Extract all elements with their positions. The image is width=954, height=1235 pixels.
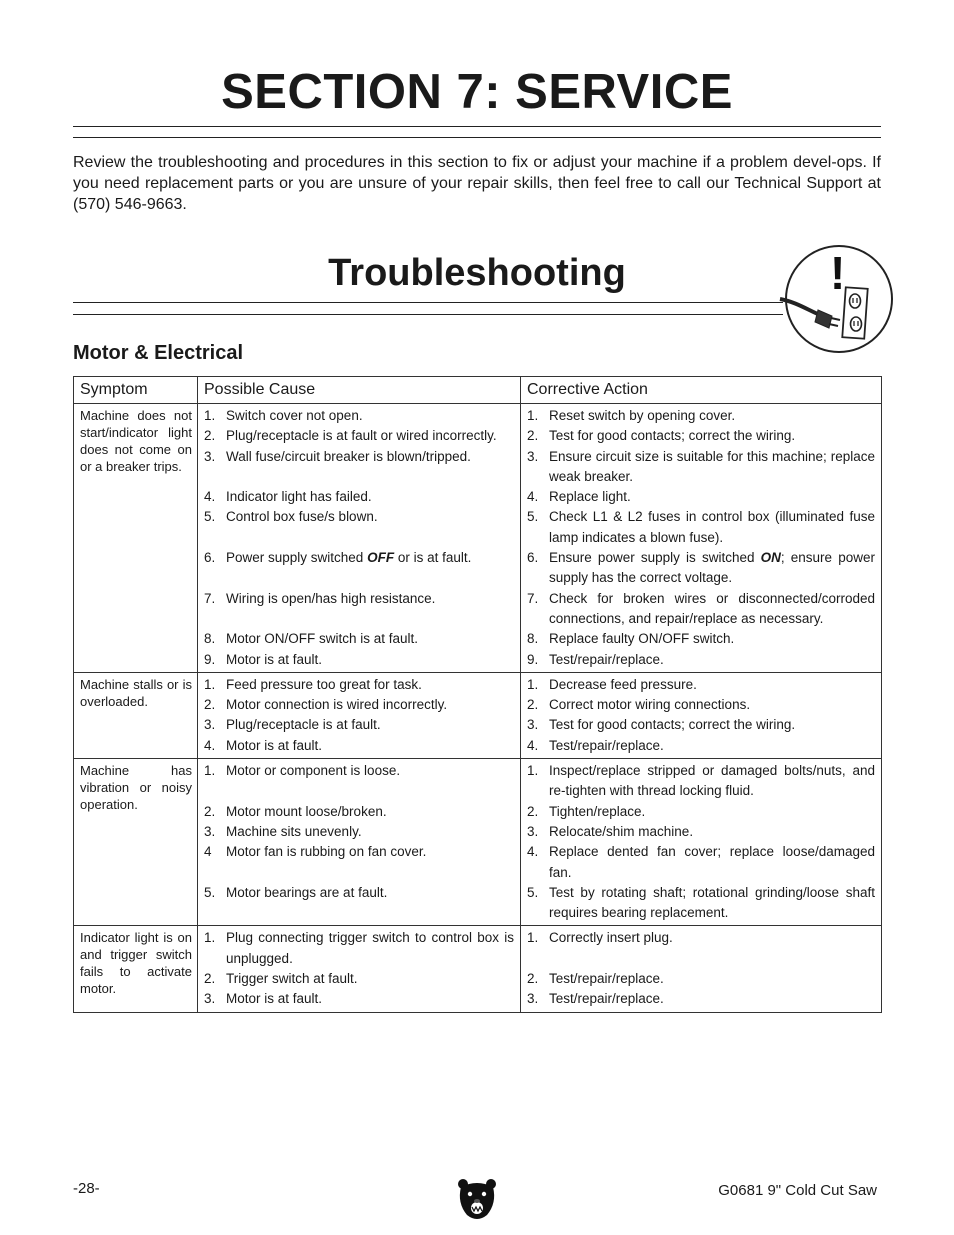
- action-item: [527, 842, 875, 883]
- item-number: 7.: [527, 590, 539, 606]
- bear-head-logo-icon: [457, 1177, 497, 1223]
- item-number: 1.: [204, 763, 216, 779]
- action-item: [527, 695, 875, 715]
- action-item: [527, 715, 875, 735]
- cause-item: [204, 548, 514, 589]
- item-number: 3.: [527, 717, 539, 733]
- item-text: Test/repair/replace.: [549, 737, 664, 753]
- action-item: [527, 487, 875, 507]
- item-number: 5.: [204, 509, 216, 525]
- action-item: [527, 589, 875, 630]
- cause-item: [204, 715, 514, 735]
- item-number: 1.: [527, 763, 539, 779]
- action-item: [527, 426, 875, 446]
- item-text: Machine sits unevenly.: [226, 823, 362, 839]
- cause-item: [204, 447, 514, 488]
- action-item: [527, 650, 875, 670]
- cause-item: [204, 822, 514, 842]
- item-text: Feed pressure too great for task.: [226, 676, 422, 692]
- item-text: Motor bearings are at fault.: [226, 884, 388, 900]
- cause-item: [204, 650, 514, 670]
- item-text: Control box fuse/s blown.: [226, 509, 378, 525]
- item-emphasis: ON: [760, 550, 781, 566]
- header-corrective-action: Corrective Action: [521, 377, 882, 404]
- item-number: 2.: [527, 971, 539, 987]
- cause-cell: [198, 672, 521, 758]
- cause-item: [204, 989, 514, 1009]
- header-possible-cause: Possible Cause: [198, 377, 521, 404]
- action-item: [527, 989, 875, 1009]
- item-text: Switch cover not open.: [226, 408, 363, 423]
- subsection-title: Motor & Electrical: [73, 342, 244, 364]
- page-number: -28-: [73, 1180, 100, 1197]
- item-text: Wiring is open/has high resistance.: [226, 590, 436, 606]
- symptom-cell: Indicator light is on and trigger switch fails to activate motor.: [74, 926, 198, 1012]
- cause-item: [204, 695, 514, 715]
- item-number: 4.: [527, 737, 539, 753]
- item-number: 2.: [204, 697, 216, 713]
- item-text: Correct motor wiring connections.: [549, 697, 751, 713]
- item-number: 1.: [527, 930, 539, 946]
- troubleshooting-table: [73, 376, 882, 1013]
- item-number: 2.: [527, 428, 539, 444]
- item-text: Motor is at fault.: [226, 991, 323, 1007]
- item-number: 4: [204, 844, 212, 860]
- item-text: [226, 548, 514, 589]
- action-item: [527, 822, 875, 842]
- item-text: Motor or component is loose.: [226, 763, 401, 779]
- item-number: 2.: [527, 803, 539, 819]
- cause-item: [204, 507, 514, 548]
- item-number: 3.: [204, 717, 216, 733]
- item-text: Check L1 & L2 fuses in control box (illuminated fuse lamp indicates a blown fuse).: [549, 509, 875, 545]
- item-text: Test for good contacts; correct the wiring.: [549, 717, 796, 733]
- cause-item: [204, 629, 514, 649]
- item-text: Test by rotating shaft; rotational grinding/loose shaft requires bearing replacement.: [549, 884, 875, 921]
- table-row: [74, 926, 882, 1012]
- cause-item: [204, 883, 514, 924]
- table-header-row: [74, 377, 882, 404]
- action-cell: [521, 404, 882, 673]
- svg-text:!: !: [830, 247, 846, 299]
- action-cell: [521, 672, 882, 758]
- action-item: [527, 548, 875, 589]
- item-text: Motor connection is wired incorrectly.: [226, 697, 448, 713]
- item-text: Inspect/replace stripped or damaged bolts/nuts, and re-tighten with thread locking fluid.: [549, 763, 875, 799]
- action-item: [527, 969, 875, 989]
- item-number: 4.: [204, 489, 216, 505]
- action-item: [527, 736, 875, 756]
- cause-item: [204, 802, 514, 822]
- item-text: Motor is at fault.: [226, 651, 323, 667]
- title-rule-bottom: [73, 137, 881, 138]
- cause-item: [204, 487, 514, 507]
- action-item: [527, 507, 875, 548]
- table-row: [74, 759, 882, 926]
- item-text: Replace faulty ON/OFF switch.: [549, 631, 735, 647]
- item-number: 6.: [204, 550, 216, 566]
- symptom-cell: Machine has vibration or noisy operation.: [74, 759, 198, 926]
- action-cell: [521, 926, 882, 1012]
- item-number: 3.: [527, 448, 539, 464]
- cause-cell: [198, 926, 521, 1012]
- header-symptom: Symptom: [74, 377, 198, 404]
- item-text: Relocate/shim machine.: [549, 823, 694, 839]
- title-rule-top: [73, 126, 881, 127]
- cause-cell: [198, 404, 521, 673]
- item-number: 1.: [527, 408, 539, 423]
- item-number: 8.: [204, 631, 216, 647]
- item-number: 3.: [204, 823, 216, 839]
- item-number: 2.: [204, 428, 216, 444]
- symptom-cell: Machine does not start/indicator light does not come on or a breaker trips.: [74, 404, 198, 673]
- item-text: Motor ON/OFF switch is at fault.: [226, 631, 419, 647]
- item-number: 1.: [527, 676, 539, 692]
- item-number: 3.: [204, 991, 216, 1007]
- item-number: 9.: [527, 651, 539, 667]
- troubleshooting-rule-top: [73, 302, 783, 303]
- item-number: 4.: [204, 737, 216, 753]
- item-text: Tighten/replace.: [549, 803, 646, 819]
- troubleshooting-rule-bottom: [73, 314, 783, 315]
- cause-cell: [198, 759, 521, 926]
- electrical-warning-icon: [778, 244, 896, 356]
- item-text: Reset switch by opening cover.: [549, 408, 736, 423]
- item-number: 6.: [527, 550, 539, 566]
- item-text: Test for good contacts; correct the wiring.: [549, 428, 796, 444]
- item-number: 9.: [204, 651, 216, 667]
- item-text: Motor is at fault.: [226, 737, 323, 753]
- item-number: 7.: [204, 590, 216, 606]
- section-title: SECTION 7: SERVICE: [221, 65, 733, 119]
- action-item: [527, 883, 875, 924]
- cause-item: [204, 675, 514, 695]
- item-number: 2.: [204, 971, 216, 987]
- item-text: Test/repair/replace.: [549, 971, 664, 987]
- item-number: 1.: [204, 930, 216, 946]
- item-number: 3.: [527, 823, 539, 839]
- cause-item: [204, 589, 514, 630]
- item-text: Plug/receptacle is at fault or wired incorrectly.: [226, 428, 497, 444]
- action-item: [527, 802, 875, 822]
- item-text: Motor mount loose/broken.: [226, 803, 387, 819]
- cause-item: [204, 928, 514, 969]
- table-row: [74, 672, 882, 758]
- intro-paragraph: Review the troubleshooting and procedures in this section to fix or adjust your machine if a problem devel-ops. If you need replacement parts or you are unsure of your repair skills, then feel free to call our Technical Support at (570) 546-9663.: [73, 154, 881, 213]
- item-text: Test/repair/replace.: [549, 991, 664, 1007]
- item-text: Plug/receptacle is at fault.: [226, 717, 381, 733]
- item-number: 4.: [527, 489, 539, 505]
- action-item: [527, 629, 875, 649]
- item-number: 2.: [204, 803, 216, 819]
- item-text: Correctly insert plug.: [549, 930, 673, 946]
- item-number: 4.: [527, 844, 539, 860]
- item-text: Plug connecting trigger switch to control box is unplugged.: [226, 930, 514, 966]
- item-text: Check for broken wires or disconnected/corroded connections, and repair/replace as necessary.: [549, 590, 875, 626]
- action-item: [527, 406, 875, 426]
- item-number: 8.: [527, 631, 539, 647]
- item-text: Ensure circuit size is suitable for this machine; replace weak breaker.: [549, 448, 875, 484]
- item-number: 5.: [204, 884, 216, 900]
- item-text: Indicator light has failed.: [226, 489, 372, 505]
- item-text-part: Power supply switched: [226, 550, 368, 566]
- item-text-part: or is at fault.: [394, 550, 472, 566]
- action-item: [527, 928, 875, 969]
- item-text-part: ; ensure power supply has the correct voltage.: [549, 550, 875, 586]
- cause-item: [204, 842, 514, 883]
- item-text: Replace light.: [549, 489, 631, 505]
- action-item: [527, 675, 875, 695]
- item-text: Test/repair/replace.: [549, 651, 664, 667]
- item-text: Wall fuse/circuit breaker is blown/tripped.: [226, 448, 471, 464]
- table-row: [74, 404, 882, 673]
- model-name: G0681 9" Cold Cut Saw: [718, 1182, 877, 1199]
- action-item: [527, 447, 875, 488]
- action-item: [527, 761, 875, 802]
- action-cell: [521, 759, 882, 926]
- symptom-cell: Machine stalls or is overloaded.: [74, 672, 198, 758]
- item-number: 1.: [204, 676, 216, 692]
- item-number: 2.: [527, 697, 539, 713]
- cause-item: [204, 406, 514, 426]
- troubleshooting-title: Troubleshooting: [328, 252, 626, 294]
- item-number: 1.: [204, 408, 216, 423]
- item-text: Replace dented fan cover; replace loose/damaged fan.: [549, 844, 875, 880]
- item-text-part: Ensure power supply is switched: [549, 550, 761, 566]
- item-text: [549, 548, 875, 589]
- item-number: 5.: [527, 884, 539, 900]
- item-text: Motor fan is rubbing on fan cover.: [226, 844, 427, 860]
- item-emphasis: OFF: [367, 550, 395, 566]
- cause-item: [204, 969, 514, 989]
- item-number: 3.: [204, 448, 216, 464]
- item-number: 3.: [527, 991, 539, 1007]
- cause-item: [204, 761, 514, 802]
- cause-item: [204, 736, 514, 756]
- item-text: Decrease feed pressure.: [549, 676, 697, 692]
- item-text: Trigger switch at fault.: [226, 971, 358, 987]
- item-number: 5.: [527, 509, 539, 525]
- cause-item: [204, 426, 514, 446]
